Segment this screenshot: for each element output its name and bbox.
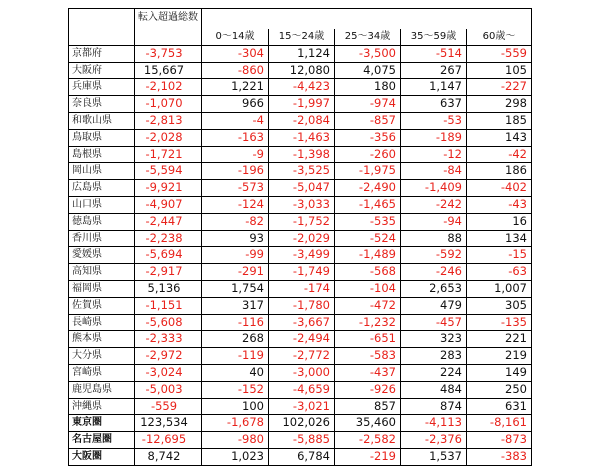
row-label: 名古屋圏 [69,432,135,449]
cell-age-value: 93 [202,230,269,247]
cell-age-value: -124 [202,196,269,213]
cell-age-value: -1,975 [335,163,401,180]
cell-age-value: 966 [202,96,269,113]
cell-age-value: -1,678 [202,415,269,432]
cell-age-value: -304 [202,45,269,62]
table-body [69,45,532,465]
header-age-group-spacer [202,9,532,30]
cell-total: -5,694 [135,247,202,264]
cell-age-value: -472 [335,297,401,314]
row-label: 広島県 [69,180,135,197]
table-row [69,247,532,264]
cell-age-value: 1,147 [401,79,467,96]
table-row [69,62,532,79]
cell-age-value: 637 [401,96,467,113]
row-label: 岡山県 [69,163,135,180]
cell-age-value: 479 [401,297,467,314]
cell-age-value: -2,582 [335,432,401,449]
cell-age-value: 143 [467,129,532,146]
cell-age-value: -2,772 [269,348,335,365]
cell-age-value: 102,026 [269,415,335,432]
header-total: 転入超過総数 [135,9,202,46]
cell-age-value: -5,885 [269,432,335,449]
row-label: 鳥取県 [69,129,135,146]
cell-age-value: 2,653 [401,280,467,297]
cell-total: -5,594 [135,163,202,180]
cell-age-value: 323 [401,331,467,348]
cell-age-value: -651 [335,331,401,348]
cell-age-value: 268 [202,331,269,348]
table-row [69,364,532,381]
table-row [69,264,532,281]
cell-age-value: 484 [401,381,467,398]
row-label: 兵庫県 [69,79,135,96]
cell-age-value: -3,667 [269,314,335,331]
table-row [69,146,532,163]
table-row [69,381,532,398]
cell-age-value: -535 [335,213,401,230]
table-row [69,180,532,197]
table-row [69,415,532,432]
cell-age-value: -15 [467,247,532,264]
table-row [69,112,532,129]
cell-age-value: 12,080 [269,62,335,79]
cell-total: -2,102 [135,79,202,96]
cell-age-value: -873 [467,432,532,449]
cell-age-value: 298 [467,96,532,113]
table-row [69,230,532,247]
table-row [69,196,532,213]
cell-age-value: 1,124 [269,45,335,62]
cell-age-value: -227 [467,79,532,96]
table-row [69,129,532,146]
cell-age-value: -4,113 [401,415,467,432]
cell-age-value: -9 [202,146,269,163]
cell-age-value: -12 [401,146,467,163]
cell-age-value: -3,021 [269,398,335,415]
cell-total: -559 [135,398,202,415]
cell-age-value: -1,489 [335,247,401,264]
cell-age-value: -42 [467,146,532,163]
cell-age-value: -2,494 [269,331,335,348]
cell-age-value: -119 [202,348,269,365]
cell-total: 15,667 [135,62,202,79]
row-label: 宮崎県 [69,364,135,381]
cell-age-value: -53 [401,112,467,129]
table-row [69,398,532,415]
cell-age-value: 631 [467,398,532,415]
table-row [69,79,532,96]
row-label: 徳島県 [69,213,135,230]
table-row [69,96,532,113]
row-label: 大阪圏 [69,448,135,465]
cell-age-value: 305 [467,297,532,314]
cell-age-value: -2,084 [269,112,335,129]
cell-age-value: -356 [335,129,401,146]
cell-age-value: -94 [401,213,467,230]
header-age-25-34: 25～34歳 [335,29,401,45]
cell-age-value: -135 [467,314,532,331]
cell-total: -2,028 [135,129,202,146]
table-row [69,331,532,348]
cell-total: -2,447 [135,213,202,230]
cell-age-value: -1,232 [335,314,401,331]
cell-age-value: 1,023 [202,448,269,465]
cell-age-value: -568 [335,264,401,281]
cell-age-value: 35,460 [335,415,401,432]
table-row [69,45,532,62]
cell-age-value: 267 [401,62,467,79]
cell-total: -4,907 [135,196,202,213]
table-row [69,280,532,297]
cell-age-value: 1,221 [202,79,269,96]
cell-age-value: -524 [335,230,401,247]
cell-age-value: -860 [202,62,269,79]
table-row [69,432,532,449]
cell-age-value: -3,525 [269,163,335,180]
cell-age-value: -152 [202,381,269,398]
cell-age-value: 857 [335,398,401,415]
row-label: 奈良県 [69,96,135,113]
cell-total: 123,534 [135,415,202,432]
cell-age-value: -1,409 [401,180,467,197]
cell-age-value: -559 [467,45,532,62]
cell-age-value: -1,780 [269,297,335,314]
cell-total: -2,972 [135,348,202,365]
cell-age-value: 185 [467,112,532,129]
cell-age-value: 4,075 [335,62,401,79]
cell-age-value: -84 [401,163,467,180]
cell-age-value: 221 [467,331,532,348]
cell-total: -3,024 [135,364,202,381]
cell-age-value: 105 [467,62,532,79]
cell-age-value: -1,463 [269,129,335,146]
cell-total: -1,721 [135,146,202,163]
cell-age-value: 6,784 [269,448,335,465]
cell-total: -9,921 [135,180,202,197]
cell-age-value: -196 [202,163,269,180]
cell-total: -2,333 [135,331,202,348]
row-label: 沖縄県 [69,398,135,415]
cell-age-value: -4,423 [269,79,335,96]
row-label: 福岡県 [69,280,135,297]
cell-age-value: -1,997 [269,96,335,113]
cell-age-value: -3,499 [269,247,335,264]
cell-age-value: -1,749 [269,264,335,281]
cell-age-value: -402 [467,180,532,197]
row-label: 香川県 [69,230,135,247]
header-age-35-59: 35～59歳 [401,29,467,45]
cell-age-value: -246 [401,264,467,281]
cell-age-value: -260 [335,146,401,163]
row-label: 大分県 [69,348,135,365]
cell-age-value: 219 [467,348,532,365]
cell-age-value: -1,465 [335,196,401,213]
cell-age-value: -4,659 [269,381,335,398]
row-label: 山口県 [69,196,135,213]
cell-age-value: -163 [202,129,269,146]
cell-age-value: 134 [467,230,532,247]
cell-age-value: -437 [335,364,401,381]
corner-header [69,9,135,46]
row-label: 京都府 [69,45,135,62]
cell-age-value: 88 [401,230,467,247]
cell-age-value: 100 [202,398,269,415]
row-label: 大阪府 [69,62,135,79]
cell-age-value: -63 [467,264,532,281]
cell-age-value: -291 [202,264,269,281]
cell-age-value: -974 [335,96,401,113]
cell-age-value: 1,007 [467,280,532,297]
cell-age-value: -592 [401,247,467,264]
row-label: 東京圏 [69,415,135,432]
cell-total: -12,695 [135,432,202,449]
cell-age-value: -3,000 [269,364,335,381]
cell-age-value: -514 [401,45,467,62]
cell-age-value: -583 [335,348,401,365]
cell-total: -3,753 [135,45,202,62]
row-label: 和歌山県 [69,112,135,129]
table-row [69,163,532,180]
cell-age-value: -189 [401,129,467,146]
cell-age-value: -573 [202,180,269,197]
row-label: 熊本県 [69,331,135,348]
row-label: 佐賀県 [69,297,135,314]
cell-age-value: 1,537 [401,448,467,465]
cell-age-value: 16 [467,213,532,230]
cell-age-value: -926 [335,381,401,398]
cell-age-value: -2,376 [401,432,467,449]
cell-age-value: -2,490 [335,180,401,197]
cell-age-value: -1,752 [269,213,335,230]
cell-age-value: -219 [335,448,401,465]
cell-age-value: -3,500 [335,45,401,62]
cell-age-value: -99 [202,247,269,264]
cell-age-value: -5,047 [269,180,335,197]
table-row [69,213,532,230]
cell-age-value: -104 [335,280,401,297]
cell-age-value: 186 [467,163,532,180]
cell-total: -2,917 [135,264,202,281]
cell-age-value: 283 [401,348,467,365]
cell-age-value: -116 [202,314,269,331]
cell-total: -1,070 [135,96,202,113]
cell-age-value: -857 [335,112,401,129]
row-label: 愛媛県 [69,247,135,264]
cell-age-value: -43 [467,196,532,213]
cell-age-value: 224 [401,364,467,381]
cell-age-value: -457 [401,314,467,331]
table-row [69,297,532,314]
cell-age-value: 1,754 [202,280,269,297]
row-label: 島根県 [69,146,135,163]
header-age-15-24: 15～24歳 [269,29,335,45]
cell-age-value: 180 [335,79,401,96]
table-row [69,448,532,465]
cell-age-value: 149 [467,364,532,381]
cell-age-value: -980 [202,432,269,449]
cell-age-value: -4 [202,112,269,129]
table-row [69,348,532,365]
table-row [69,314,532,331]
cell-total: 5,136 [135,280,202,297]
cell-age-value: -174 [269,280,335,297]
row-label: 長崎県 [69,314,135,331]
cell-total: -1,151 [135,297,202,314]
cell-age-value: 317 [202,297,269,314]
cell-total: 8,742 [135,448,202,465]
cell-age-value: -8,161 [467,415,532,432]
cell-age-value: 40 [202,364,269,381]
cell-age-value: 250 [467,381,532,398]
cell-total: -5,608 [135,314,202,331]
cell-total: -2,813 [135,112,202,129]
cell-age-value: -1,398 [269,146,335,163]
header-age-0-14: 0～14歳 [202,29,269,45]
cell-total: -5,003 [135,381,202,398]
cell-age-value: 874 [401,398,467,415]
cell-age-value: -242 [401,196,467,213]
cell-age-value: -2,029 [269,230,335,247]
cell-age-value: -82 [202,213,269,230]
cell-age-value: -3,033 [269,196,335,213]
row-label: 鹿児島県 [69,381,135,398]
cell-age-value: -383 [467,448,532,465]
header-age-60-plus: 60歳～ [467,29,532,45]
row-label: 高知県 [69,264,135,281]
cell-total: -2,238 [135,230,202,247]
migration-table [68,8,532,466]
